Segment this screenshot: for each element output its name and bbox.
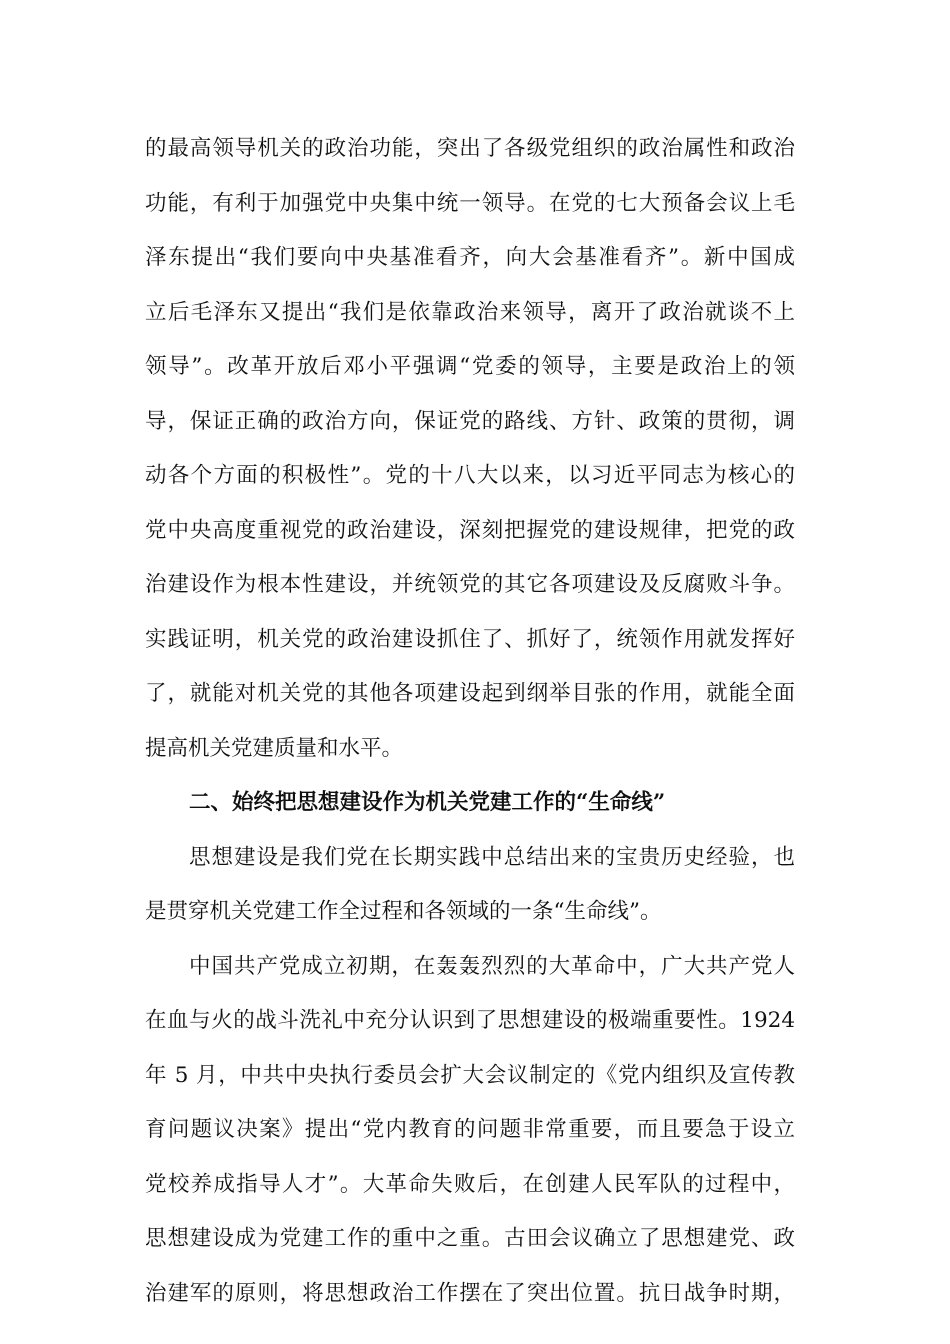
text-line: 育问题议决案》提出“党内教育的问题非常重要，而且要急于设立 bbox=[145, 1117, 795, 1142]
text-line: 思想建设是我们党在长期实践中总结出来的宝贵历史经验，也 bbox=[189, 844, 795, 870]
text-line: 动各个方面的积极性”。党的十八大以来，以习近平同志为核心的 bbox=[145, 463, 795, 488]
paragraph-lifeline-intro bbox=[145, 831, 795, 940]
text-line: 实践证明，机关党的政治建设抓住了、抓好了，统领作用就发挥好 bbox=[145, 626, 795, 652]
text-line: 泽东提出“我们要向中央基准看齐，向大会基准看齐”。新中国成 bbox=[145, 245, 795, 270]
text-line: 年 5 月，中共中央执行委员会扩大会议制定的《党内组织及宣传教 bbox=[145, 1062, 795, 1088]
text-line: 导，保证正确的政治方向，保证党的路线、方针、政策的贯彻，调 bbox=[145, 408, 795, 434]
text-line: 领导”。改革开放后邓小平强调“党委的领导，主要是政治上的领 bbox=[145, 354, 795, 379]
section-heading-2 bbox=[145, 776, 795, 831]
text-line: 治建军的原则，将思想政治工作摆在了突出位置。抗日战争时期， bbox=[145, 1280, 795, 1306]
text-line: 功能，有利于加强党中央集中统一领导。在党的七大预备会议上毛 bbox=[145, 190, 795, 216]
text-line: 立后毛泽东又提出“我们是依靠政治来领导，离开了政治就谈不上 bbox=[145, 299, 795, 325]
text-line: 在血与火的战斗洗礼中充分认识到了思想建设的极端重要性。1924 bbox=[145, 1008, 795, 1033]
text-line: 提高机关党建质量和水平。 bbox=[145, 735, 404, 761]
text-line: 党校养成指导人才”。大革命失败后，在创建人民军队的过程中， bbox=[145, 1171, 795, 1197]
text-line: 党中央高度重视党的政治建设，深刻把握党的建设规律，把党的政 bbox=[145, 517, 795, 543]
text-line: 的最高领导机关的政治功能，突出了各级党组织的政治属性和政治 bbox=[145, 136, 795, 161]
text-line: 了，就能对机关党的其他各项建设起到纲举目张的作用，就能全面 bbox=[145, 681, 795, 706]
document-page bbox=[145, 122, 795, 1321]
text-line: 治建设作为根本性建设，并统领党的其它各项建设及反腐败斗争。 bbox=[145, 572, 795, 597]
text-line: 思想建设成为党建工作的重中之重。古田会议确立了思想建党、政 bbox=[145, 1226, 795, 1251]
paragraph-political-function bbox=[145, 122, 795, 776]
text-line: 是贯穿机关党建工作全过程和各领域的一条“生命线”。 bbox=[145, 899, 662, 924]
heading-text: 二、始终把思想建设作为机关党建工作的“生命线” bbox=[189, 790, 666, 815]
paragraph-history bbox=[145, 940, 795, 1322]
text-line: 中国共产党成立初期，在轰轰烈烈的大革命中，广大共产党人 bbox=[189, 953, 795, 979]
